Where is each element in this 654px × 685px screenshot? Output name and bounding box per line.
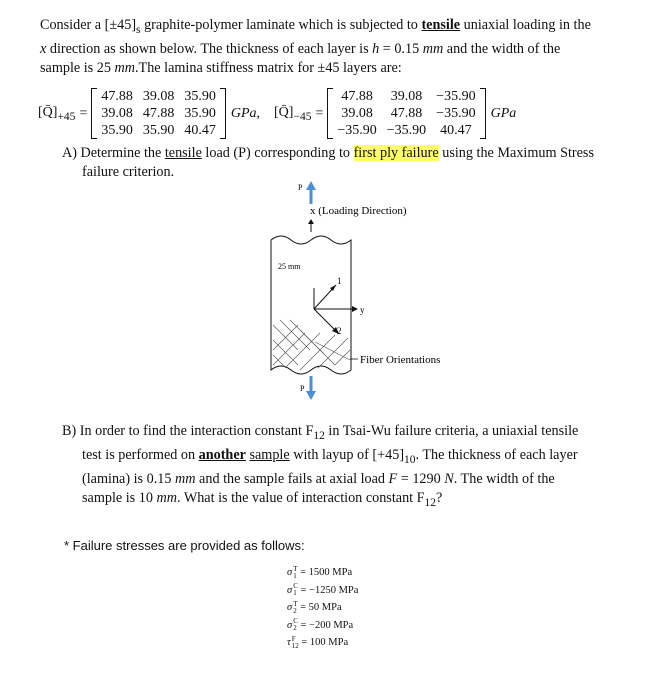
matrix-cell: −35.90: [337, 123, 377, 138]
matrix-cell: 47.88: [341, 89, 373, 104]
p-top-arrowhead: [306, 181, 316, 190]
axis-2: [314, 309, 336, 331]
laminate-figure: [240, 180, 460, 405]
matrix-row: [332, 105, 480, 122]
matrix-cell: −35.90: [436, 89, 476, 104]
matrix-cell: 35.90: [184, 89, 216, 104]
failure-stress-item: σ T 2 = 50 MPa: [287, 599, 342, 615]
failure-stress-item: σ T 1 = 1500 MPa: [287, 564, 353, 580]
matrix-cell: 39.08: [142, 89, 175, 104]
matrix-cell: 47.88: [390, 106, 423, 121]
matrix-cell: 40.47: [184, 123, 216, 138]
failure-stress-item: σ C 1 = −1250 MPa: [287, 582, 359, 598]
failure-title: * Failure stresses are provided as follows:: [64, 538, 305, 553]
matrix-row: [96, 88, 221, 105]
matrix-row: [96, 105, 221, 122]
qm45-unit: GPa: [490, 105, 517, 121]
intro-line-2: x direction as shown below. The thickness of each layer is h = 0.15 mm and the width of the: [40, 40, 561, 57]
matrix-row: [332, 122, 480, 139]
matrix-cell: −35.90: [386, 123, 427, 138]
p-bottom-label: P: [300, 384, 305, 393]
matrix-row: [332, 88, 480, 105]
matrix-cell: 35.90: [101, 123, 133, 138]
intro-paragraph: [40, 16, 640, 78]
matrix-cell: 39.08: [101, 106, 133, 121]
matrix-cell: −35.90: [436, 106, 476, 121]
matrix-cell: 47.88: [101, 89, 133, 104]
fiber-orientation-label: Fiber Orientations: [360, 354, 441, 366]
matrix-row: [96, 122, 221, 139]
qm45-label: $[Q̄]_{-45}$: [274, 104, 312, 123]
q45-label: $[Q̄]_{+45}$: [38, 104, 76, 123]
matrix-cell: 39.08: [341, 106, 373, 121]
matrix-cell: 35.90: [184, 106, 216, 121]
matrix-q-minus45: [327, 88, 485, 139]
matrix-cell: 40.47: [440, 123, 472, 138]
svg-text:2: 2: [337, 326, 342, 336]
intro-line-3: sample is 25 mm.The lamina stiffness matrix for ±45 layers are:: [40, 59, 402, 76]
part-a: A) Determine the tensile load (P) corresponding to first ply failure using the Maximum Stress failure criterion.: [62, 145, 594, 180]
matrix-q-plus45: [91, 88, 226, 139]
matrix-cell: 35.90: [142, 123, 175, 138]
q45-unit: GPa,: [230, 105, 261, 121]
part-b: B) In order to find the interaction constant $F_{12}$ in Tsai-Wu failure criteria, a uniaxial tensile test is performed on another sample with layup of $[+45]_{10}$. The thickness of each layer (lamina) is 0.15 mm and the sample fails at axial load F = 1290 N. The width of the sample is 10 mm. What is the value of interaction constant $F_{12}$?: [62, 423, 579, 509]
matrix-cell: 47.88: [142, 106, 175, 121]
failure-stress-item: τ F 12 = 100 MPa: [287, 634, 349, 650]
p-top-label: P: [298, 183, 303, 192]
matrix-cell: 39.08: [390, 89, 423, 104]
width-label: 25 mm: [278, 262, 301, 271]
svg-text:1: 1: [337, 276, 342, 286]
svg-text:y: y: [360, 305, 365, 315]
intro-line-1: Consider a $[\pm 45]_s$ graphite-polymer laminate which is subjected to tensile uniaxial loading in the: [40, 17, 591, 36]
stiffness-matrices: $[Q̄]_{+45}$ = 47.88 39.08 35.90 39.08 47.88 35.90 35.90 35.90 40.47 GPa, $[Q̄]_{-45}$ = 47.88 39.08 −35.90 39.08 47.88 −35.90 −35.90 −35.90 40.47 GPa: [38, 89, 517, 138]
failure-list: [287, 564, 358, 652]
p-bottom-arrowhead: [306, 391, 316, 400]
loading-direction-label: x (Loading Direction): [310, 205, 407, 217]
sample-outline: [271, 236, 351, 374]
failure-stress-item: σ C 2 = −200 MPa: [287, 617, 354, 633]
